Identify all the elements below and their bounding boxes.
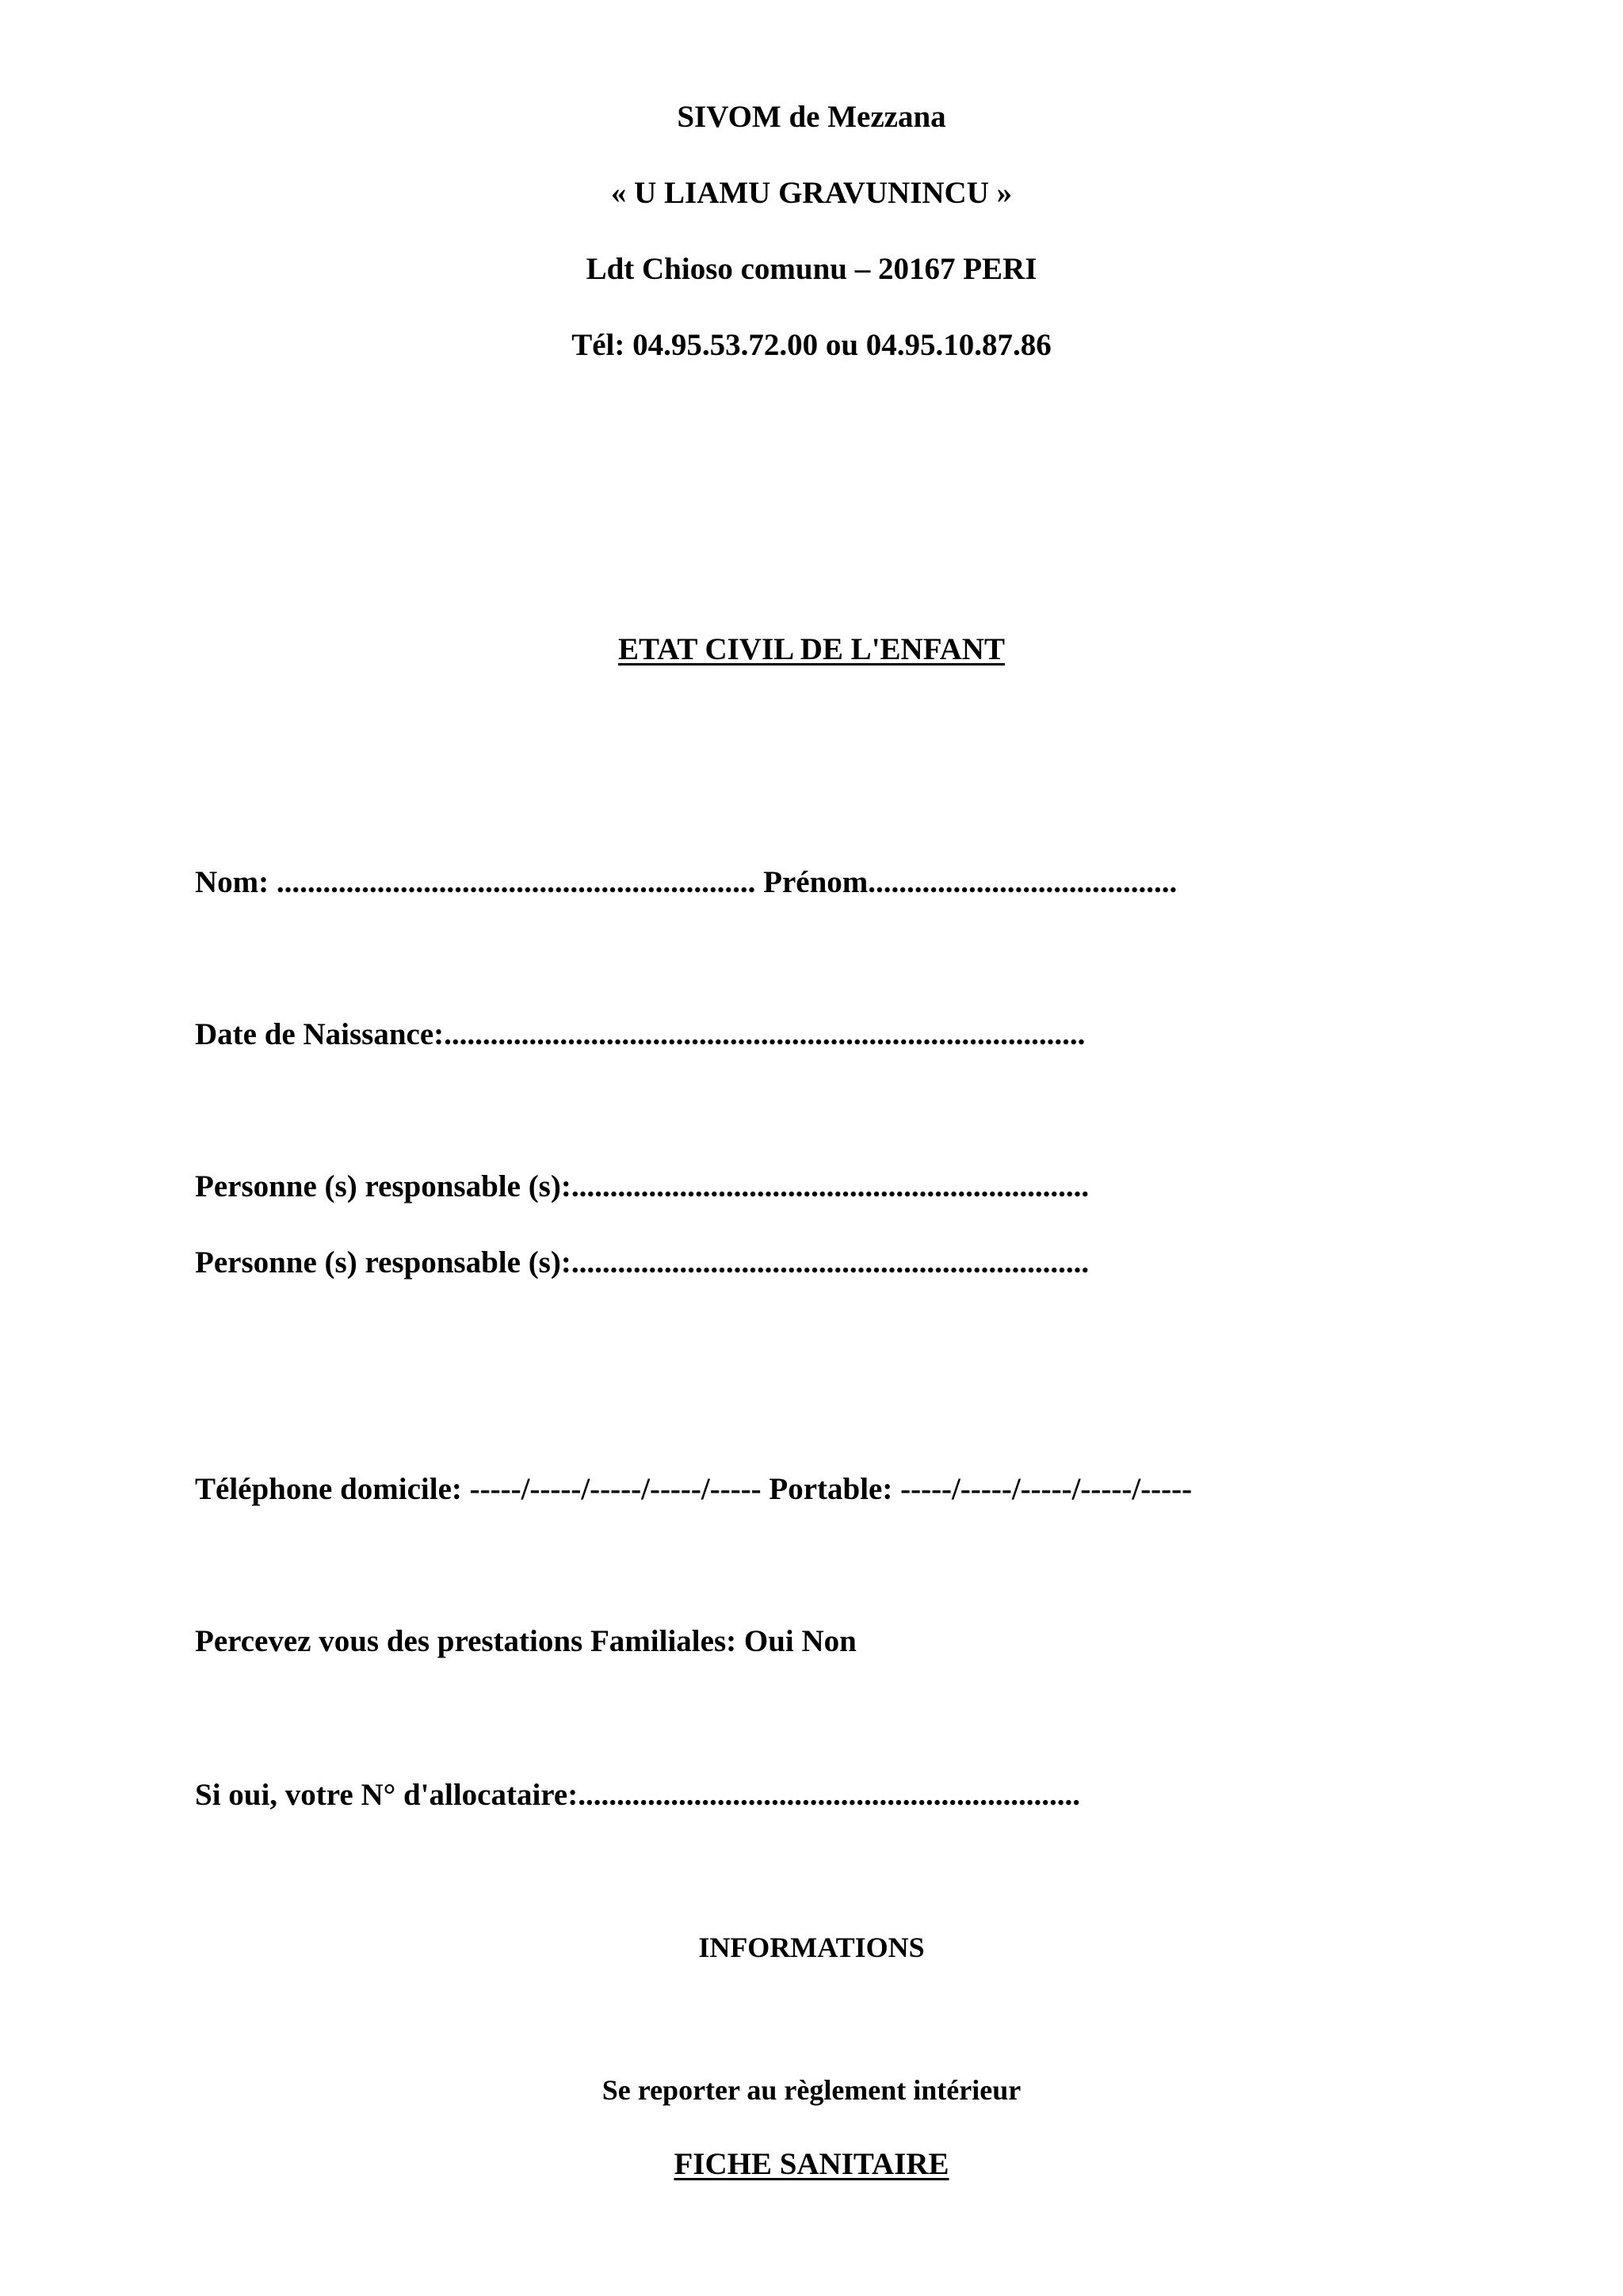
fiche-sanitaire-title: FICHE SANITAIRE: [674, 2147, 949, 2181]
field-allocataire: Si oui, votre N° d'allocataire:.................................................................: [195, 1778, 1080, 1812]
field-date-naissance: Date de Naissance:...................................................................................: [195, 1017, 1086, 1051]
header-org: SIVOM de Mezzana: [677, 100, 946, 134]
field-telephone: Téléphone domicile: -----/-----/-----/-----/----- Portable: -----/-----/-----/-----/-----: [195, 1472, 1193, 1506]
section-title: ETAT CIVIL DE L'ENFANT: [618, 632, 1005, 666]
header-name: « U LIAMU GRAVUNINCU »: [610, 176, 1013, 210]
header-address: Ldt Chioso comunu – 20167 PERI: [586, 252, 1037, 286]
field-prestations: Percevez vous des prestations Familiales: Oui Non: [195, 1624, 857, 1658]
field-responsable-2: Personne (s) responsable (s):...................................................................: [195, 1245, 1090, 1280]
header-phone: Tél: 04.95.53.72.00 ou 04.95.10.87.86: [571, 328, 1052, 362]
field-responsable-1: Personne (s) responsable (s):...................................................................: [195, 1169, 1090, 1203]
field-nom-prenom: Nom: .............................................................. Prénom........................................: [195, 865, 1178, 899]
informations-text: Se reporter au règlement intérieur: [601, 2074, 1022, 2106]
informations-title: INFORMATIONS: [698, 1932, 925, 1963]
